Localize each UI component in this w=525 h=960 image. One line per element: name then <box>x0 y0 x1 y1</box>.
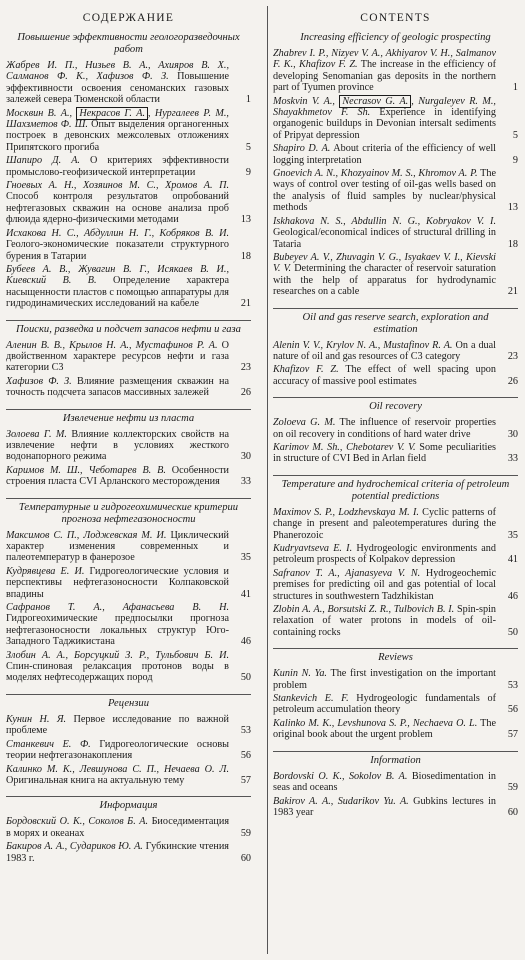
entry-authors: Gnoevich A. N., Khozyainov M. S., Khromov A. P. <box>273 168 478 180</box>
entry-text <box>273 668 496 691</box>
entry-text <box>6 764 229 787</box>
toc-section <box>273 479 518 646</box>
entry-title: The first investigation on the important problem <box>273 668 496 691</box>
entry-authors: Сафранов Т. А., Афанасьева В. Н. <box>6 602 229 614</box>
entry-text <box>6 228 229 262</box>
toc-entry[interactable] <box>6 739 251 762</box>
page-number: 46 <box>240 636 251 648</box>
entry-text <box>273 216 496 250</box>
entry-text <box>6 376 229 399</box>
entry-authors: Kunin N. Ya. <box>273 668 327 680</box>
entry-title: Cyclic patterns of change in present and paleotemperatures during the Phanerozoic <box>273 506 496 541</box>
entry-title: Determining the character of reservoir saturation with the help of apparatus for hydrodynamic researches on a cable <box>273 263 496 298</box>
entry-title: Biosedimentation in seas and oceans <box>273 770 497 794</box>
page-number: 26 <box>240 387 251 399</box>
entry-title: Опыт выделения органогенных построек в девонских межсолевых отложениях Припятского прогиба <box>6 119 229 153</box>
toc-entry[interactable] <box>273 568 518 602</box>
entry-title: The influence of reservoir properties on oil recovery in conditions of hard water drive <box>273 417 496 440</box>
toc-entry[interactable] <box>6 764 251 787</box>
section-rule <box>6 320 251 321</box>
entry-text <box>6 155 229 178</box>
toc-section <box>6 413 251 496</box>
page-number: 23 <box>507 350 518 362</box>
toc-entry[interactable] <box>273 168 518 214</box>
entry-title: Геолого-экономические показатели структурного бурения в Татарии <box>6 239 229 262</box>
page-number: 46 <box>507 590 518 602</box>
page-number: 53 <box>507 679 518 691</box>
page-number: 35 <box>240 552 251 564</box>
entry-text <box>6 714 229 737</box>
toc-entry[interactable] <box>6 60 251 106</box>
page-number: 56 <box>507 704 518 716</box>
section-rule <box>273 648 518 649</box>
entry-authors: Shapiro D. A. <box>273 143 331 155</box>
entry-title: On a dual nature of oil and gas resources of C3 category <box>273 339 497 362</box>
section-title: Информация <box>99 800 158 812</box>
entry-title: Влияние коллекторских свойств на извлечение нефти в условиях жесткого водонапорного режима <box>6 428 229 463</box>
entry-title: Определение характера насыщенности пластов с помощью аппаратуры для гидродинамических исследований на кабеле <box>6 275 230 310</box>
toc-entry[interactable] <box>6 340 251 374</box>
page-number: 9 <box>512 154 518 166</box>
page-number: 5 <box>245 141 251 153</box>
entry-title: The effect of well spacing upon accuracy of massive pool estimates <box>273 364 496 387</box>
toc-entry[interactable] <box>273 442 518 465</box>
highlighted-author: Некрасов Г. А. <box>76 107 148 120</box>
section-rule <box>6 694 251 695</box>
entry-title: Some peculiarities in structure of CVI Bed in Arlan field <box>273 441 496 465</box>
section-title: Information <box>370 754 421 766</box>
toc-section <box>6 800 251 872</box>
section-title: Increasing efficiency of geologic prospecting <box>300 32 491 43</box>
entry-text <box>6 650 229 684</box>
section-title: Поиски, разведка и подсчет запасов нефти и газа <box>16 323 241 335</box>
entry-text <box>273 143 496 166</box>
entry-title: Губкинские чтения 1983 г. <box>6 841 229 864</box>
entry-text <box>273 796 496 819</box>
entry-text <box>6 566 229 600</box>
entry-authors: Москвин В. А., Некрасов Г. А. , Нургалеев Р. М., Шахзметов Ф. Ш. <box>6 107 229 131</box>
entry-text <box>6 340 229 374</box>
toc-entry[interactable] <box>273 340 518 363</box>
entry-authors: Калинко М. К., Левшунова С. П., Нечаева О. Л. <box>6 763 229 775</box>
entry-text <box>273 252 496 298</box>
entry-text <box>273 568 496 602</box>
entry-title: Влияние размещения скважин на точность подсчета запасов массивных залежей <box>6 375 229 399</box>
entry-authors: Zlobin A. A., Borsutski Z. R., Tulbovich B. I. <box>273 604 455 616</box>
page-number: 41 <box>240 588 251 600</box>
page-number: 1 <box>512 82 518 94</box>
page-number: 23 <box>240 362 251 374</box>
entry-title: Spin-spin relaxation of water protons in models of oil-containing rocks <box>273 604 497 638</box>
entry-title: Способ контроля результатов опробований нефтегазовых скважин на основе анализа проб флюида ядерно-физическими методами <box>6 191 229 226</box>
page-number: 33 <box>507 453 518 465</box>
toc-entry[interactable] <box>273 507 518 541</box>
entry-authors: Stankevich E. F. <box>273 693 349 705</box>
entry-text <box>6 602 229 648</box>
page-number: 60 <box>240 852 251 864</box>
entry-authors: Исхакова Н. С., Абдуллин Н. Г., Кобряков В. И. <box>6 227 229 239</box>
entry-title: The ways of control over testing of oil-gas wells based on the analysis of fluid samples by nuclear/physical methods <box>273 168 496 214</box>
toc-entry[interactable] <box>6 108 251 154</box>
entry-text <box>273 718 496 741</box>
toc-section <box>6 502 251 692</box>
toc-entry[interactable] <box>6 530 251 564</box>
entry-title: О двойственном характере ресурсов нефти и газа категории C3 <box>6 339 230 374</box>
entry-title: Гидрогеологические условия и перспективы нефтегазоносности Колпаковской впадины <box>6 565 229 600</box>
entry-authors: Шапиро Д. А. <box>6 155 80 167</box>
column-header: СОДЕРЖАНИЕ <box>82 12 175 24</box>
page-number: 59 <box>507 782 518 794</box>
entry-text <box>273 442 496 465</box>
entry-text <box>6 841 229 864</box>
entry-authors: Khafizov F. Z. <box>273 364 339 376</box>
entry-title: Первое исследование по важной проблеме <box>6 713 229 737</box>
entry-authors: Karimov M. Sh., Chebotarev V. V. <box>273 441 416 453</box>
entry-text <box>6 60 229 106</box>
section-title: Oil and gas reserve search, exploration and estimation <box>302 311 489 335</box>
entry-authors: Safranov T. A., Ajanasyeva V. N. <box>273 567 421 579</box>
column-russian <box>6 8 251 878</box>
entry-authors: Zoloeva G. M. <box>273 417 336 429</box>
toc-section <box>273 401 518 473</box>
entry-title: Спин-спиновая релаксация протонов воды в моделях нефтесодержащих пород <box>6 661 229 684</box>
page-number: 18 <box>507 238 518 250</box>
toc-entry[interactable] <box>6 228 251 262</box>
toc-entry[interactable] <box>273 96 518 142</box>
toc-section <box>6 32 251 318</box>
entry-text <box>273 48 496 94</box>
entry-authors: Bubeyev A. V., Zhuvagin V. G., Isyakaev V. I., Kievski V. V. <box>273 251 496 275</box>
section-title: Рецензии <box>107 697 150 709</box>
entry-title: About criteria of the efficiency of well logging interpretation <box>273 143 497 166</box>
entry-title: Циклический характер изменения современных и палеотемператур в фанерозое <box>6 529 230 564</box>
toc-entry[interactable] <box>273 143 518 166</box>
page-number: 21 <box>240 298 251 310</box>
entry-authors: Гноевых А. Н., Хозяинов М. С., Хромов А. П. <box>6 180 229 192</box>
entry-authors: Хафизов Ф. З. <box>6 375 72 387</box>
entry-title: Гидрогеологические основы теории нефтегазонакопления <box>6 738 229 762</box>
section-title: Температурные и гидрогеохимические критерии прогноза нефтегазоносности <box>18 501 239 525</box>
section-title: Oil recovery <box>369 401 422 413</box>
entry-title: Hydrogeologic environments and petroleum prospects of Kolpakov depression <box>273 543 496 566</box>
toc-entry[interactable] <box>6 841 251 864</box>
toc-entry[interactable] <box>6 155 251 178</box>
page-number: 13 <box>240 214 251 226</box>
entry-authors: Iskhakova N. S., Abdullin N. G., Kobryakov V. I. <box>273 215 496 227</box>
page-number: 59 <box>240 827 251 839</box>
page-number: 30 <box>240 451 251 463</box>
entry-title: О критериях эффективности промыслово-геофизической интерпретации <box>6 155 229 178</box>
section-title: Извлечение нефти из пласта <box>62 412 195 424</box>
page-number: 57 <box>240 774 251 786</box>
toc-entry[interactable] <box>273 543 518 566</box>
entry-authors: Злобин А. А., Борсуцкий З. Р., Тульбович Б. И. <box>6 649 229 661</box>
page-number: 57 <box>507 729 518 741</box>
page-number: 35 <box>507 529 518 541</box>
page-number: 53 <box>240 725 251 737</box>
entry-authors: Бубеев А. В., Жувагин В. Г., Исякаев В. И., Киевский В. В. <box>6 263 229 287</box>
page-number: 56 <box>240 750 251 762</box>
toc-section <box>273 755 518 827</box>
toc-entry[interactable] <box>6 264 251 310</box>
toc-entry[interactable] <box>6 566 251 600</box>
entry-authors: Станкевич Е. Ф. <box>6 738 91 750</box>
toc-entry[interactable] <box>6 714 251 737</box>
entry-text <box>6 530 229 564</box>
toc-entry[interactable] <box>273 771 518 794</box>
entry-authors: Кунин Н. Я. <box>6 713 67 725</box>
page-number: 21 <box>507 286 518 298</box>
entry-authors: Alenin V. V., Krylov N. A., Mustafinov R. A. <box>273 339 453 351</box>
toc-entry[interactable] <box>6 429 251 463</box>
page-number: 26 <box>507 375 518 387</box>
page-number: 30 <box>507 428 518 440</box>
entry-authors: Bakirov A. A., Sudarikov Yu. A. <box>273 795 409 807</box>
column-english <box>273 8 518 832</box>
section-rule <box>273 397 518 398</box>
toc-section <box>6 324 251 407</box>
entry-authors: Максимов С. П., Лоджевская М. И. <box>6 529 167 541</box>
entry-authors: Кудрявцева Е. И. <box>6 565 85 577</box>
entry-text <box>6 465 229 488</box>
toc-entry[interactable] <box>273 718 518 741</box>
entry-text <box>273 96 496 142</box>
entry-title: Оригинальная книга на актуальную тему <box>6 774 185 786</box>
entry-text <box>273 771 496 794</box>
toc-entry[interactable] <box>6 650 251 684</box>
page-number: 50 <box>240 672 251 684</box>
entry-text <box>6 264 229 310</box>
entry-text <box>273 604 496 638</box>
entry-authors: Kalinko M. K., Levshunova S. P., Nechaeva O. L. <box>273 717 478 729</box>
toc-entry[interactable] <box>273 417 518 440</box>
entry-text <box>273 340 496 363</box>
entry-authors: Бордовский О. К., Соколов Б. А. <box>6 816 149 828</box>
entry-title: Повышение эффективности освоения сеноманских газовых залежей севера Тюменской области <box>6 71 229 106</box>
page-number: 9 <box>245 166 251 178</box>
toc-entry[interactable] <box>273 604 518 638</box>
entry-title: Биоседиментация в морях и океанах <box>6 816 230 839</box>
entry-authors: Bordovski O. K., Sokolov B. A. <box>273 770 408 782</box>
entry-text <box>273 693 496 716</box>
section-rule <box>273 308 518 309</box>
entry-text <box>273 543 496 566</box>
entry-text <box>273 364 496 387</box>
entry-authors: Zhabrev I. P., Nizyev V. A., Akhiyarov V. H., Salmanov F. K., Khafizov F. Z. <box>273 48 496 71</box>
section-rule <box>273 475 518 476</box>
entry-text <box>6 816 229 839</box>
toc-entry[interactable] <box>273 693 518 716</box>
entry-text <box>273 417 496 440</box>
entry-authors: Moskvin V. A., Necrasov G. A. , Nurgaleyev R. M., Shayakhmetov F. Sh. <box>273 95 496 119</box>
entry-authors: Kudryavtseva E. I. <box>273 543 353 554</box>
page-number: 41 <box>507 554 518 566</box>
entry-authors: Жабрев И. П., Низьев В. А., Ахияров В. Х., Салманов Ф. К., Хафизов Ф. З. <box>6 60 229 83</box>
section-rule <box>273 751 518 752</box>
page-number: 18 <box>240 250 251 262</box>
toc-entry[interactable] <box>273 216 518 250</box>
toc-entry[interactable] <box>273 252 518 298</box>
toc-entry[interactable] <box>6 602 251 648</box>
toc-entry[interactable] <box>273 796 518 819</box>
entry-title: Gubkins lectures in 1983 year <box>273 795 496 818</box>
entry-authors: Каримов М. Ш., Чеботарев В. В. <box>6 464 166 476</box>
toc-entry[interactable] <box>6 376 251 399</box>
entry-authors: Maximov S. P., Lodzhevskaya M. I. <box>273 506 419 518</box>
entry-text <box>6 180 229 226</box>
section-title: Temperature and hydrochemical criteria of petroleum potential predictions <box>281 478 510 502</box>
toc-section <box>273 32 518 306</box>
page-number: 5 <box>512 129 518 141</box>
section-rule <box>6 409 251 410</box>
toc-section <box>273 652 518 748</box>
entry-title: Experience in identifying organogenic buildups in Devonian intersalt sediments of Pripyat depression <box>273 107 496 141</box>
entry-title: Особенности строения пласта CVI Арланского месторождения <box>6 464 229 488</box>
entry-text <box>6 429 229 463</box>
toc-entry[interactable] <box>273 668 518 691</box>
page-number: 60 <box>507 806 518 818</box>
section-title: Повышение эффективности геологоразведочных работ <box>17 32 240 55</box>
toc-entry[interactable] <box>273 364 518 387</box>
entry-title: The original book about the urgent problem <box>273 717 496 741</box>
page-number: 50 <box>507 626 518 638</box>
section-title: Reviews <box>378 652 413 664</box>
entry-text <box>6 739 229 762</box>
column-divider <box>267 6 268 954</box>
toc-entry[interactable] <box>273 48 518 94</box>
page-number: 13 <box>507 202 518 214</box>
section-rule <box>6 796 251 797</box>
entry-authors: Аленин В. В., Крылов Н. А., Мустафинов Р. А. <box>6 339 218 351</box>
entry-title: Hydrogeochemic premises for predicting oil and gas potential of local structures in southwestern Tadzhikistan <box>273 567 496 602</box>
toc-entry[interactable] <box>6 180 251 226</box>
entry-title: Geological/economical indices of structural drilling in Tataria <box>273 227 496 250</box>
toc-entry[interactable] <box>6 816 251 839</box>
page-number: 33 <box>240 476 251 488</box>
entry-authors: Золоева Г. М. <box>6 428 67 440</box>
entry-title: Hydrogeologic fundamentals of petroleum accumulation theory <box>273 693 497 716</box>
entry-text <box>6 108 229 154</box>
entry-title: The increase in the efficiency of developing Senomanian gas deposits in the northern part of Tyumen province <box>273 59 496 94</box>
toc-entry[interactable] <box>6 465 251 488</box>
page-number: 1 <box>245 94 251 106</box>
toc-section <box>273 312 518 396</box>
entry-text <box>273 507 496 541</box>
column-header: CONTENTS <box>360 12 431 24</box>
entry-authors: Бакиров А. А., Судариков Ю. А. <box>6 841 143 853</box>
toc-section <box>6 698 251 794</box>
highlighted-author: Necrasov G. A. <box>339 95 411 108</box>
section-rule <box>6 498 251 499</box>
entry-title: Гидрогеохимические предпосылки прогноза нефтегазоносности локальных структур Юго-Западного Таджикистана <box>6 613 229 648</box>
entry-text <box>273 168 496 214</box>
